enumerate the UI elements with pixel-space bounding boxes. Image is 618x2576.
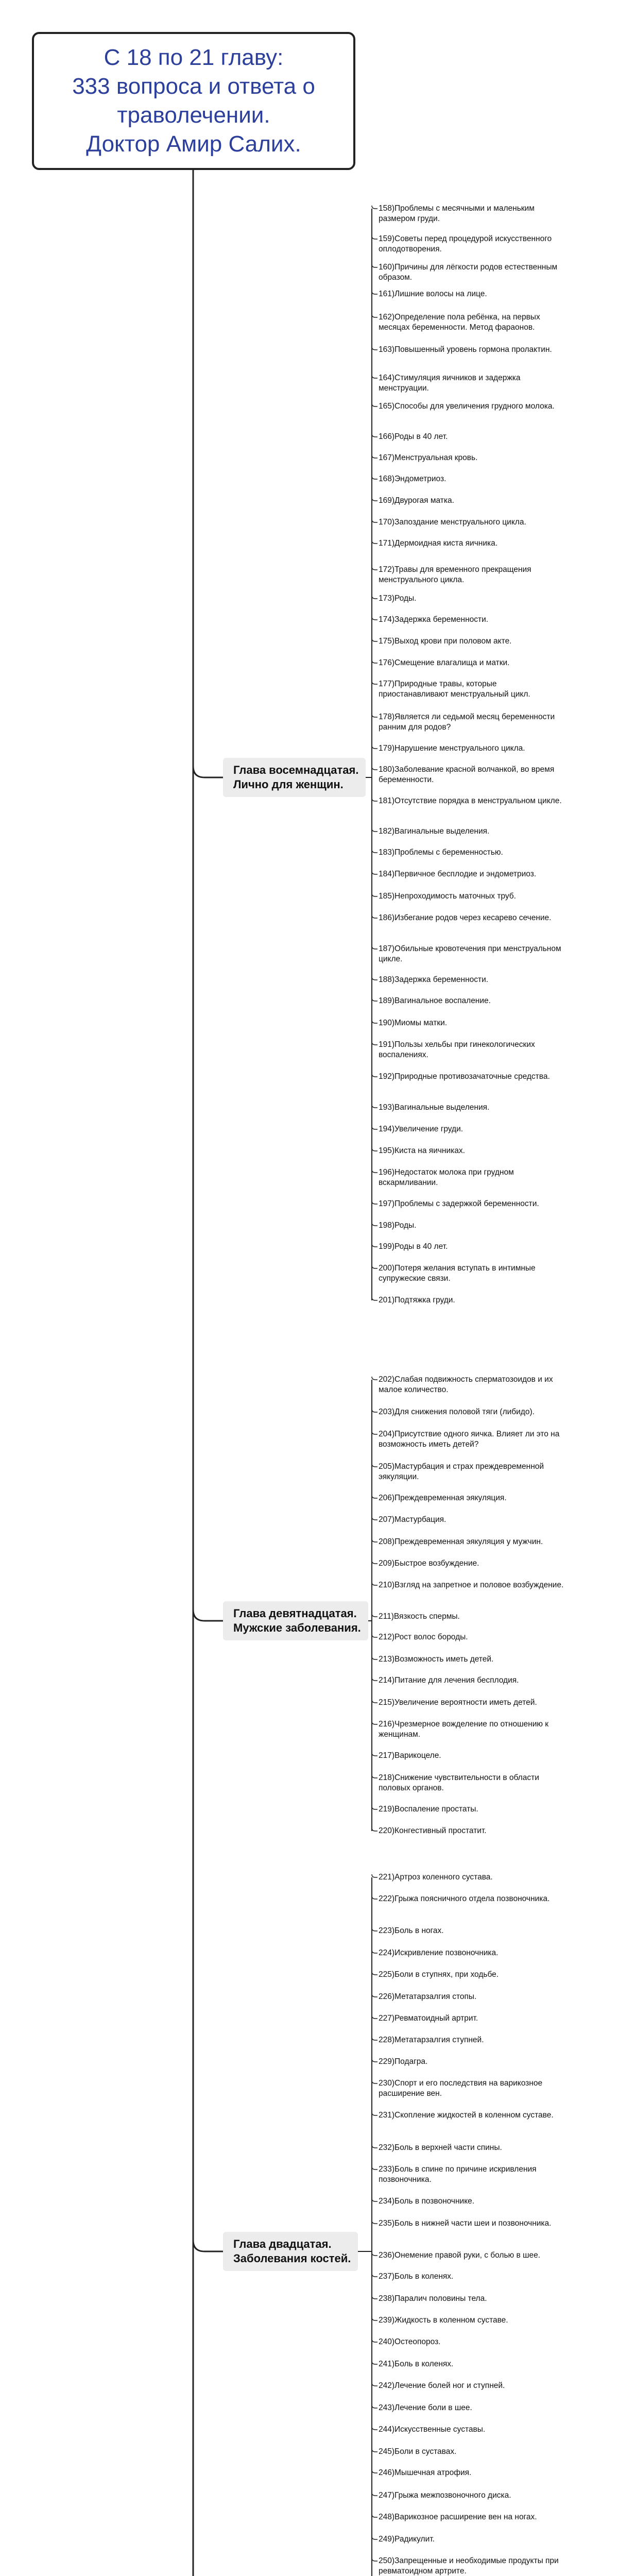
item-tick bbox=[372, 977, 377, 980]
list-item: 184)Первичное бесплодие и эндометриоз. bbox=[379, 870, 537, 878]
item-tick bbox=[372, 638, 377, 641]
item-tick bbox=[372, 1020, 377, 1023]
list-item: 239)Жидкость в коленном суставе. bbox=[379, 2316, 508, 2325]
item-tick bbox=[372, 2166, 377, 2170]
list-item: 161)Лишние волосы на лице. bbox=[379, 290, 487, 298]
list-item: 237)Боль в коленях. bbox=[379, 2272, 454, 2281]
list-item: 182)Вагинальные выделения. bbox=[379, 827, 490, 836]
item-tick bbox=[372, 850, 377, 853]
item-tick bbox=[372, 1409, 377, 1412]
list-item: 199)Роды в 40 лет. bbox=[379, 1242, 448, 1251]
item-tick bbox=[372, 519, 377, 522]
item-tick bbox=[372, 2383, 377, 2386]
list-item: 246)Мышечная атрофия. bbox=[379, 2468, 472, 2477]
item-tick bbox=[372, 455, 377, 458]
list-item: 207)Мастурбация. bbox=[379, 1515, 447, 1524]
item-tick bbox=[372, 236, 377, 239]
item-tick bbox=[372, 2145, 377, 2148]
item-tick bbox=[372, 2037, 377, 2040]
item-tick bbox=[372, 1582, 377, 1585]
item-tick bbox=[372, 264, 377, 267]
chapter-node bbox=[223, 758, 366, 797]
list-item: 195)Киста на яичниках. bbox=[379, 1146, 465, 1155]
item-tick bbox=[372, 403, 377, 406]
title-line: Доктор Амир Салих. bbox=[86, 131, 301, 157]
list-item: 236)Онемение правой руки, с болью в шее. bbox=[379, 2251, 540, 2260]
list-item: 196)Недостаток молока при грудном вскармливании. bbox=[379, 1168, 514, 1187]
title-line: С 18 по 21 главу: bbox=[104, 45, 284, 70]
list-item: 221)Артроз коленного сустава. bbox=[379, 1873, 493, 1882]
list-item: 218)Снижение чувствительности в области половых органов. bbox=[379, 1773, 539, 1792]
list-item: 200)Потеря желания вступать в интимные супружеские связи. bbox=[379, 1264, 536, 1283]
item-tick bbox=[372, 1495, 377, 1498]
list-item: 158)Проблемы с месячными и маленьким размером груди. bbox=[379, 204, 535, 223]
item-tick bbox=[372, 2274, 377, 2277]
list-item: 205)Мастурбация и страх преждевременной эякуляции. bbox=[379, 1462, 544, 1481]
list-item: 234)Боль в позвоночнике. bbox=[379, 2197, 475, 2206]
list-item: 178)Является ли седьмой месяц беременности ранним для родов? bbox=[379, 713, 555, 732]
list-item: 226)Метатарзалгия стопы. bbox=[379, 1992, 477, 2001]
list-item: 238)Паралич половины тела. bbox=[379, 2294, 487, 2303]
list-item: 173)Роды. bbox=[379, 594, 417, 603]
list-item: 228)Метатарзалгия ступней. bbox=[379, 2036, 484, 2044]
list-item: 247)Грыжа межпозвоночного диска. bbox=[379, 2491, 511, 2500]
item-tick bbox=[372, 2514, 377, 2517]
list-item: 245)Боли в суставах. bbox=[379, 2447, 457, 2456]
list-item: 175)Выход крови при половом акте. bbox=[379, 637, 512, 646]
item-tick bbox=[372, 2427, 377, 2430]
list-item: 181)Отсутствие порядка в менструальном цикле. bbox=[379, 796, 562, 805]
item-tick bbox=[372, 1377, 377, 1380]
chapter-connector bbox=[193, 1609, 223, 1621]
list-item: 203)Для снижения половой тяги (либидо). bbox=[379, 1408, 535, 1416]
list-item: 198)Роды. bbox=[379, 1221, 417, 1230]
item-tick bbox=[372, 2470, 377, 2473]
list-item: 204)Присутствие одного яичка. Влияет ли это на возможность иметь детей? bbox=[379, 1430, 560, 1449]
item-tick bbox=[372, 206, 377, 209]
list-item: 176)Смещение влагалища и матки. bbox=[379, 658, 510, 667]
list-item: 168)Эндометриоз. bbox=[379, 474, 447, 483]
item-tick bbox=[372, 915, 377, 918]
list-item: 209)Быстрое возбуждение. bbox=[379, 1559, 479, 1568]
list-item: 166)Роды в 40 лет. bbox=[379, 432, 448, 441]
item-tick bbox=[372, 2317, 377, 2320]
item-tick bbox=[372, 2536, 377, 2539]
item-tick bbox=[372, 1297, 377, 1300]
list-item: 162)Определение пола ребёнка, на первых месяцах беременности. Метод фараонов. bbox=[379, 313, 540, 332]
item-tick bbox=[372, 745, 377, 749]
item-tick bbox=[372, 1126, 377, 1129]
item-tick bbox=[372, 596, 377, 599]
item-tick bbox=[372, 1265, 377, 1268]
list-item: 177)Природные травы, которые приостанавливают менструальный цикл. bbox=[379, 680, 530, 699]
chapter-label: Лично для женщин. bbox=[233, 778, 344, 791]
item-tick bbox=[372, 1201, 377, 1204]
list-item: 242)Лечение болей ног и ступней. bbox=[379, 2381, 505, 2390]
item-tick bbox=[372, 1042, 377, 1045]
list-item: 233)Боль в спине по причине искривления позвоночника. bbox=[379, 2165, 537, 2184]
item-tick bbox=[372, 1775, 377, 1778]
item-tick bbox=[372, 2339, 377, 2342]
list-item: 225)Боли в ступнях, при ходьбе. bbox=[379, 1970, 499, 1979]
list-item: 180)Заболевание красной волчанкой, во время беременности. bbox=[379, 765, 555, 784]
list-item: 230)Спорт и его последствия на варикозное расширение вен. bbox=[379, 2079, 543, 2098]
list-item: 164)Стимуляция яичников и задержка менструации. bbox=[379, 374, 521, 393]
item-tick bbox=[372, 2059, 377, 2062]
item-tick bbox=[372, 871, 377, 874]
item-tick bbox=[372, 1874, 377, 1877]
list-item: 213)Возможность иметь детей. bbox=[379, 1655, 494, 1664]
chapter-label: Глава девятнадцатая. bbox=[233, 1607, 357, 1620]
item-tick bbox=[372, 1656, 377, 1659]
list-item: 189)Вагинальное воспаление. bbox=[379, 996, 491, 1005]
list-item: 216)Чрезмерное вожделение по отношению к женщинам. bbox=[379, 1720, 549, 1739]
list-item: 170)Запоздание менструального цикла. bbox=[379, 518, 526, 527]
list-item: 197)Проблемы с задержкой беременности. bbox=[379, 1199, 539, 1208]
list-item: 231)Скопление жидкостей в коленном суставе. bbox=[379, 2111, 554, 2120]
list-item: 206)Преждевременная эякуляция. bbox=[379, 1494, 507, 1502]
list-item: 220)Конгестивный простатит. bbox=[379, 1826, 487, 1835]
list-item: 244)Искусственные суставы. bbox=[379, 2425, 486, 2434]
list-item: 248)Варикозное расширение вен на ногах. bbox=[379, 2513, 537, 2521]
list-item: 201)Подтяжка груди. bbox=[379, 1296, 455, 1304]
list-item: 159)Советы перед процедурой искусственного оплодотворения. bbox=[379, 234, 552, 253]
list-item: 250)Запрещенные и необходимые продукты при ревматоидном артрите. bbox=[379, 2556, 559, 2575]
list-item: 193)Вагинальные выделения. bbox=[379, 1103, 490, 1112]
item-tick bbox=[372, 1074, 377, 1077]
item-tick bbox=[372, 2405, 377, 2408]
list-item: 223)Боль в ногах. bbox=[379, 1926, 444, 1935]
item-tick bbox=[372, 1677, 377, 1681]
item-tick bbox=[372, 291, 377, 294]
item-tick bbox=[372, 375, 377, 378]
list-item: 160)Причины для лёгкости родов естественным образом. bbox=[379, 263, 558, 282]
item-tick bbox=[372, 2252, 377, 2256]
item-tick bbox=[372, 1972, 377, 1975]
list-item: 169)Двурогая матка. bbox=[379, 496, 454, 505]
item-tick bbox=[372, 946, 377, 949]
item-tick bbox=[372, 498, 377, 501]
list-item: 187)Обильные кровотечения при менструальном цикле. bbox=[379, 944, 561, 963]
item-tick bbox=[372, 1561, 377, 1564]
list-item: 172)Травы для временного прекращения менструального цикла. bbox=[379, 565, 531, 584]
list-item: 208)Преждевременная эякуляция у мужчин. bbox=[379, 1537, 543, 1546]
list-item: 249)Радикулит. bbox=[379, 2535, 435, 2544]
list-item: 194)Увеличение груди. bbox=[379, 1125, 464, 1133]
list-item: 202)Слабая подвижность сперматозоидов и их малое количество. bbox=[379, 1375, 553, 1394]
item-tick bbox=[372, 1828, 377, 1831]
list-item: 192)Природные противозачаточные средства. bbox=[379, 1072, 550, 1081]
list-item: 215)Увеличение вероятности иметь детей. bbox=[379, 1698, 537, 1707]
item-tick bbox=[372, 617, 377, 620]
list-item: 240)Остеопороз. bbox=[379, 2337, 441, 2346]
item-tick bbox=[372, 1614, 377, 1617]
item-tick bbox=[372, 998, 377, 1001]
item-tick bbox=[372, 893, 377, 896]
item-tick bbox=[372, 1244, 377, 1247]
item-tick bbox=[372, 1223, 377, 1226]
chapter-label: Глава восемнадцатая. bbox=[233, 764, 359, 776]
item-tick bbox=[372, 1170, 377, 1173]
list-item: 219)Воспаление простаты. bbox=[379, 1805, 478, 1814]
list-item: 214)Питание для лечения бесплодия. bbox=[379, 1676, 519, 1685]
item-tick bbox=[372, 2198, 377, 2201]
list-item: 167)Менструальная кровь. bbox=[379, 453, 478, 462]
list-item: 210)Взгляд на запретное и половое возбуждение. bbox=[379, 1581, 564, 1589]
item-tick bbox=[372, 1896, 377, 1899]
list-item: 241)Боль в коленях. bbox=[379, 2360, 454, 2368]
title-line: 333 вопроса и ответа о bbox=[72, 74, 315, 99]
list-item: 179)Нарушение менструального цикла. bbox=[379, 744, 525, 753]
list-item: 163)Повышенный уровень гормона пролактин. bbox=[379, 345, 552, 354]
list-item: 227)Ревматоидный артрит. bbox=[379, 2014, 478, 2023]
item-tick bbox=[372, 2221, 377, 2224]
item-tick bbox=[372, 2112, 377, 2115]
list-item: 188)Задержка беременности. bbox=[379, 975, 489, 984]
list-item: 171)Дермоидная киста яичника. bbox=[379, 539, 498, 548]
item-tick bbox=[372, 1464, 377, 1467]
list-item: 217)Варикоцеле. bbox=[379, 1751, 441, 1760]
item-tick bbox=[372, 540, 377, 544]
item-tick bbox=[372, 681, 377, 684]
item-tick bbox=[372, 714, 377, 717]
chapter-label: Заболевания костей. bbox=[233, 2252, 351, 2265]
item-tick bbox=[372, 2558, 377, 2561]
list-item: 190)Миомы матки. bbox=[379, 1019, 448, 1027]
chapter-connector bbox=[193, 2240, 223, 2251]
list-item: 165)Способы для увеличения грудного молока. bbox=[379, 402, 555, 411]
item-tick bbox=[372, 347, 377, 350]
item-tick bbox=[372, 2080, 377, 2083]
item-tick bbox=[372, 767, 377, 770]
item-tick bbox=[372, 1431, 377, 1434]
list-item: 243)Лечение боли в шее. bbox=[379, 2403, 472, 2412]
item-tick bbox=[372, 2296, 377, 2299]
item-tick bbox=[372, 1517, 377, 1520]
item-tick bbox=[372, 1806, 377, 1809]
item-tick bbox=[372, 1148, 377, 1151]
chapter-connector bbox=[193, 766, 223, 777]
item-tick bbox=[372, 1105, 377, 1108]
list-item: 186)Избегание родов через кесарево сечение. bbox=[379, 913, 552, 922]
chapter-label: Глава двадцатая. bbox=[233, 2238, 332, 2250]
item-tick bbox=[372, 476, 377, 479]
list-item: 224)Искривление позвоночника. bbox=[379, 1948, 499, 1957]
item-tick bbox=[372, 434, 377, 437]
item-tick bbox=[372, 1994, 377, 1997]
item-tick bbox=[372, 2015, 377, 2019]
list-item: 183)Проблемы с беременностью. bbox=[379, 848, 503, 857]
list-item: 185)Непроходимость маточных труб. bbox=[379, 892, 516, 901]
list-item: 212)Рост волос бороды. bbox=[379, 1633, 468, 1641]
item-tick bbox=[372, 2493, 377, 2496]
item-tick bbox=[372, 1700, 377, 1703]
chapter-label: Мужские заболевания. bbox=[233, 1621, 361, 1634]
list-item: 174)Задержка беременности. bbox=[379, 615, 489, 624]
chapter-node bbox=[223, 2232, 358, 2271]
item-tick bbox=[372, 1721, 377, 1724]
item-tick bbox=[372, 1539, 377, 1542]
title-line: траволечении. bbox=[117, 103, 270, 128]
list-item: 222)Грыжа поясничного отдела позвоночника. bbox=[379, 1894, 550, 1903]
list-item: 191)Пользы хельбы при гинекологических воспалениях. bbox=[379, 1040, 535, 1059]
item-tick bbox=[372, 828, 377, 832]
item-tick bbox=[372, 798, 377, 801]
list-item: 232)Боль в верхней части спины. bbox=[379, 2143, 502, 2152]
item-tick bbox=[372, 1753, 377, 1756]
item-tick bbox=[372, 660, 377, 663]
chapter-node bbox=[223, 1601, 368, 1640]
list-item: 211)Вязкость спермы. bbox=[379, 1612, 460, 1621]
item-tick bbox=[372, 1634, 377, 1637]
item-tick bbox=[372, 567, 377, 570]
item-tick bbox=[372, 314, 377, 317]
list-item: 229)Подагра. bbox=[379, 2057, 428, 2066]
list-item: 235)Боль в нижней части шеи и позвоночника. bbox=[379, 2219, 552, 2228]
item-tick bbox=[372, 2361, 377, 2364]
item-tick bbox=[372, 1928, 377, 1931]
root-title-node bbox=[32, 32, 355, 170]
item-tick bbox=[372, 2449, 377, 2452]
item-tick bbox=[372, 1950, 377, 1953]
